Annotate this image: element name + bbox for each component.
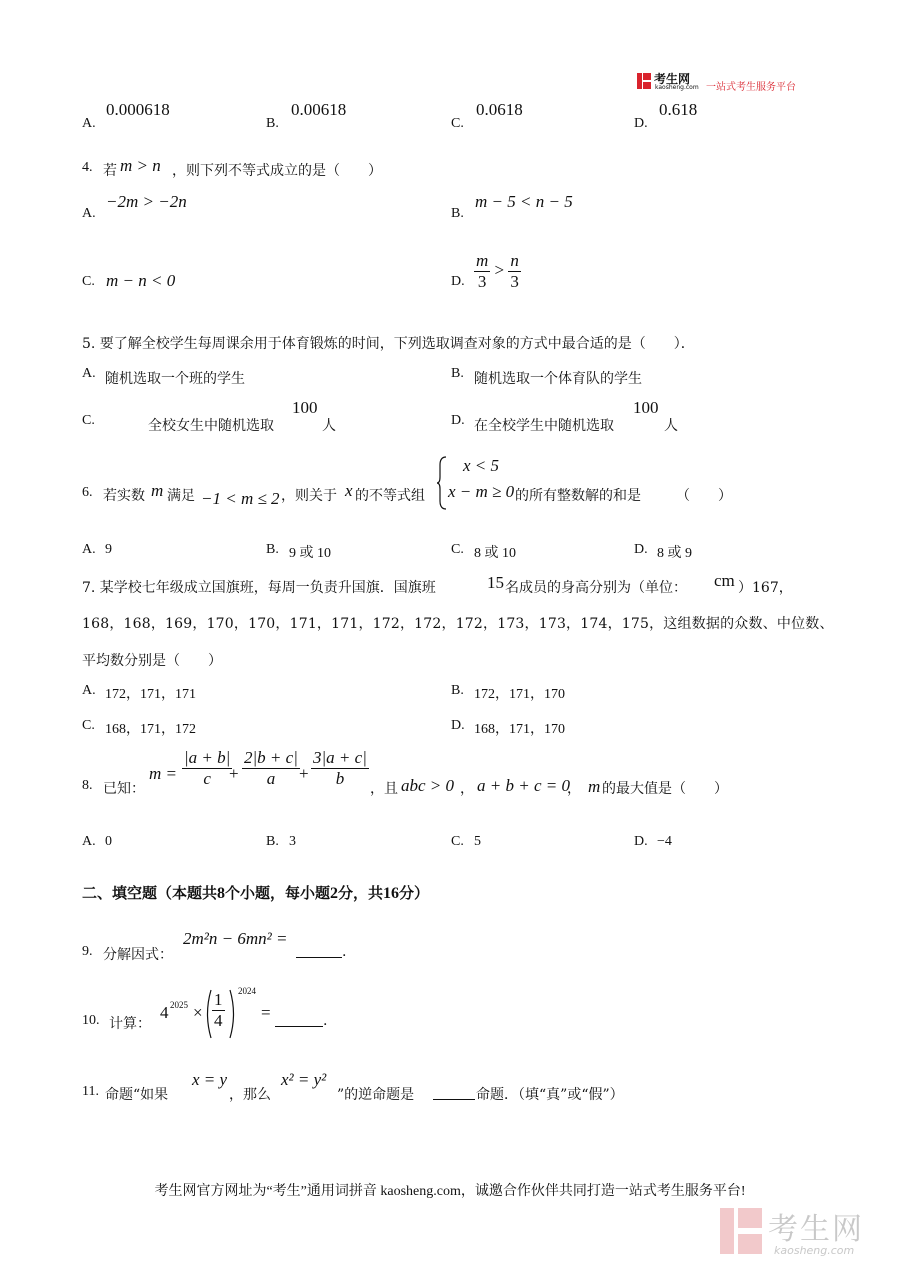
q6-option-b-text: 9 或 10 <box>289 546 331 561</box>
q8-text-2: ，且 <box>370 781 398 797</box>
q10-frac-den: 4 <box>214 1011 223 1030</box>
logo-text: 考生网 <box>654 72 691 86</box>
q7-option-a-text: 172，171，171 <box>105 687 196 702</box>
q10-answer-blank[interactable] <box>275 1026 323 1027</box>
q7-option-b-text: 172，171，170 <box>474 687 565 702</box>
q7-option-c-label: C. <box>82 718 95 733</box>
q3-option-a-value: 0.000618 <box>106 100 170 119</box>
q4-option-b-value: m − 5 < n − 5 <box>475 192 573 211</box>
q8-lhs: m = <box>149 764 177 783</box>
q5-option-c-label: C. <box>82 413 95 428</box>
q6-text-2: 满足 <box>167 488 195 504</box>
q8-option-b-text: 3 <box>289 834 296 849</box>
q10-end: . <box>323 1013 328 1029</box>
q11-text-4: 命题．（填“真”或“假”） <box>476 1087 624 1103</box>
right-paren-icon <box>229 989 237 1039</box>
page-footer: 考生网官方网址为“考生”通用词拼音 kaosheng.com，诚邀合作伙伴共同打造一站式考生服务平台! <box>154 1184 746 1199</box>
q8-cond-1: abc > 0 <box>401 776 455 795</box>
q8-option-a-text: 0 <box>105 834 112 849</box>
q5-option-b-label: B. <box>451 366 464 381</box>
q5-option-a-text: 随机选取一个班的学生 <box>105 371 245 387</box>
q7-option-d-label: D. <box>451 718 465 733</box>
q7-option-c-text: 168，171，172 <box>105 722 196 737</box>
logo-sub: kaosheng.com <box>655 84 699 91</box>
q8-option-b-label: B. <box>266 834 279 849</box>
q5-option-c-num: 100 <box>292 398 318 417</box>
q4-d-den-left: 3 <box>477 272 487 291</box>
q6-option-c-label: C. <box>451 542 464 557</box>
q5-option-d-text-post: 人 <box>664 418 678 434</box>
q9-text: 分解因式： <box>103 947 173 963</box>
q9-expr: 2m²n − 6mn² = <box>183 929 288 948</box>
q4-d-den-right: 3 <box>510 272 519 291</box>
q7-option-b-label: B. <box>451 683 464 698</box>
section-2-count: 8 <box>217 885 226 902</box>
watermark-sub: kaosheng.com <box>774 1244 855 1257</box>
q4-number: 4. <box>82 160 93 175</box>
q8-fraction-3 <box>311 748 369 789</box>
q11-number: 11. <box>82 1084 99 1099</box>
q4-option-b-label: B. <box>451 206 464 221</box>
q5-option-d-num: 100 <box>633 398 659 417</box>
q6-range: −1 < m ≤ 2 <box>201 489 280 508</box>
section-2-total: 16 <box>383 885 400 902</box>
q4-stem-pre: 若 <box>103 163 117 179</box>
q8-option-c-text: 5 <box>474 834 481 849</box>
q6-number: 6. <box>82 485 93 500</box>
q3-option-d-value: 0.618 <box>659 100 698 119</box>
q6-option-a-text: 9 <box>105 542 112 557</box>
q7-line-3: 平均数分别是（ ） <box>82 653 222 669</box>
q10-text: 计算： <box>109 1016 151 1032</box>
q10-times: × <box>193 1003 203 1022</box>
q8-text-4: 的最大值是（ ） <box>602 781 728 797</box>
q11-expr-1: x = y <box>192 1070 228 1089</box>
q8-f2-num: 2|b + c| <box>244 748 298 767</box>
q8-fraction-2 <box>242 748 300 789</box>
q3-option-c-label: C. <box>451 116 464 131</box>
watermark-text: 考生网 <box>768 1212 864 1247</box>
q11-text-1: 命题“如果 <box>105 1087 169 1103</box>
q8-text-1: 已知： <box>103 781 145 797</box>
q4-d-num-left: m <box>476 251 489 270</box>
q8-cond-2: a + b + c = 0 <box>477 776 570 795</box>
q11-text-3: ”的逆命题是 <box>337 1087 415 1103</box>
q5-option-d-text-pre: 在全校学生中随机选取 <box>474 418 614 434</box>
left-brace-icon <box>436 455 448 511</box>
q5-option-a-label: A. <box>82 366 96 381</box>
q10-exponent-2: 2024 <box>238 986 256 996</box>
q7-line-1-pre: 7. 某学校七年级成立国旗班，每周一负责升国旗．国旗班 <box>82 580 436 596</box>
q10-base: 4 <box>160 1003 169 1022</box>
q6-text-1: 若实数 <box>103 488 145 504</box>
q4-option-d-value <box>474 251 521 292</box>
q5-option-b-text: 随机选取一个体育队的学生 <box>474 371 642 387</box>
q5-stem: 5. 要了解全校学生每周课余用于体育锻炼的时间，下列选取调查对象的方式中最合适的是（ ）． <box>82 336 695 352</box>
section-2-points: 2 <box>330 885 339 902</box>
q4-option-d-label: D. <box>451 274 465 289</box>
q7-line-1-mid: 名成员的身高分别为（单位： <box>505 580 687 596</box>
q9-answer-blank[interactable] <box>296 957 342 958</box>
q6-system-line-2: x − m ≥ 0 <box>448 482 515 501</box>
q11-text-2: ，那么 <box>229 1087 271 1103</box>
q7-option-d-text: 168，171，170 <box>474 722 565 737</box>
q6-text-4: 的不等式组 <box>355 488 425 504</box>
q7-option-a-label: A. <box>82 683 96 698</box>
q6-option-d-text: 8 或 9 <box>657 546 692 561</box>
q10-number: 10. <box>82 1013 100 1028</box>
q8-f2-den: a <box>266 769 276 788</box>
q8-f3-num: 3|a + c| <box>313 748 367 767</box>
q9-number: 9. <box>82 944 93 959</box>
q11-answer-blank[interactable] <box>433 1099 475 1100</box>
q4-stem-post: ，则下列不等式成立的是（ ） <box>172 163 382 179</box>
q3-option-b-value: 0.00618 <box>291 100 347 119</box>
watermark-mark-icon <box>718 1204 774 1258</box>
q8-plus-2: + <box>299 764 309 783</box>
q7-line-1-num: 15 <box>487 573 504 592</box>
q8-plus-1: + <box>229 764 239 783</box>
section-2-mid2: 分，共 <box>338 884 384 902</box>
q6-option-c-text: 8 或 10 <box>474 546 516 561</box>
q3-option-a-label: A. <box>82 116 96 131</box>
q6-text-3: ，则关于 <box>281 488 337 504</box>
q3-option-c-value: 0.0618 <box>476 100 523 119</box>
q3-option-d-label: D. <box>634 116 648 131</box>
q8-fraction-1 <box>182 748 232 789</box>
q10-fraction <box>212 990 225 1031</box>
section-2-heading <box>82 882 429 903</box>
q4-option-c-label: C. <box>82 274 95 289</box>
watermark-logo <box>718 1204 878 1260</box>
q6-system-line-1: x < 5 <box>463 456 500 475</box>
q4-d-op: > <box>494 260 505 280</box>
q4-stem-math: m > n <box>120 156 161 175</box>
q4-option-a-label: A. <box>82 206 96 221</box>
section-2-mid1: 个小题，每小题 <box>225 884 331 902</box>
q8-f1-den: c <box>203 769 211 788</box>
section-2-pre: 二、填空题（本题共 <box>82 884 218 902</box>
q4-d-num-right: n <box>510 251 519 270</box>
q8-number: 8. <box>82 778 93 793</box>
q8-option-c-label: C. <box>451 834 464 849</box>
q4-option-a-value: −2m > −2n <box>106 192 187 211</box>
q9-end: . <box>342 944 347 960</box>
q6-var-x: x <box>345 481 353 500</box>
q8-option-a-label: A. <box>82 834 96 849</box>
q8-f1-num: |a + b| <box>184 748 231 767</box>
q8-option-d-text: −4 <box>657 834 672 849</box>
q7-line-2: 168，168，169，170，170，171，171，172，172，172，173，173，174，175，这组数据的众数、中位数、 <box>82 616 834 632</box>
left-paren-icon <box>204 989 212 1039</box>
q3-option-b-label: B. <box>266 116 279 131</box>
q10-exponent-1: 2025 <box>170 1000 188 1010</box>
q4-option-c-value: m − n < 0 <box>106 271 176 290</box>
q10-equals: = <box>261 1003 271 1022</box>
q8-comma: ， <box>460 781 474 797</box>
q6-option-d-label: D. <box>634 542 648 557</box>
q5-option-c-text-post: 人 <box>322 418 336 434</box>
q7-line-1-unit: cm <box>714 571 735 590</box>
q6-text-5: 的所有整数解的和是 （ ） <box>515 488 732 504</box>
q5-option-d-label: D. <box>451 413 465 428</box>
header-slogan: 一站式考生服务平台 <box>706 82 796 93</box>
q7-line-1-post: ）167， <box>738 580 793 596</box>
q6-option-a-label: A. <box>82 542 96 557</box>
q8-f3-den: b <box>335 769 345 788</box>
q6-var-m: m <box>151 481 164 500</box>
q8-option-d-label: D. <box>634 834 648 849</box>
q10-frac-num: 1 <box>214 990 223 1009</box>
q8-var-m: m <box>588 777 601 796</box>
section-2-post: 分） <box>399 884 430 902</box>
q11-expr-2: x² = y² <box>281 1070 327 1089</box>
q5-option-c-text-pre: 全校女生中随机选取 <box>148 418 274 434</box>
q8-text-3: ， <box>567 781 581 797</box>
q6-option-b-label: B. <box>266 542 279 557</box>
